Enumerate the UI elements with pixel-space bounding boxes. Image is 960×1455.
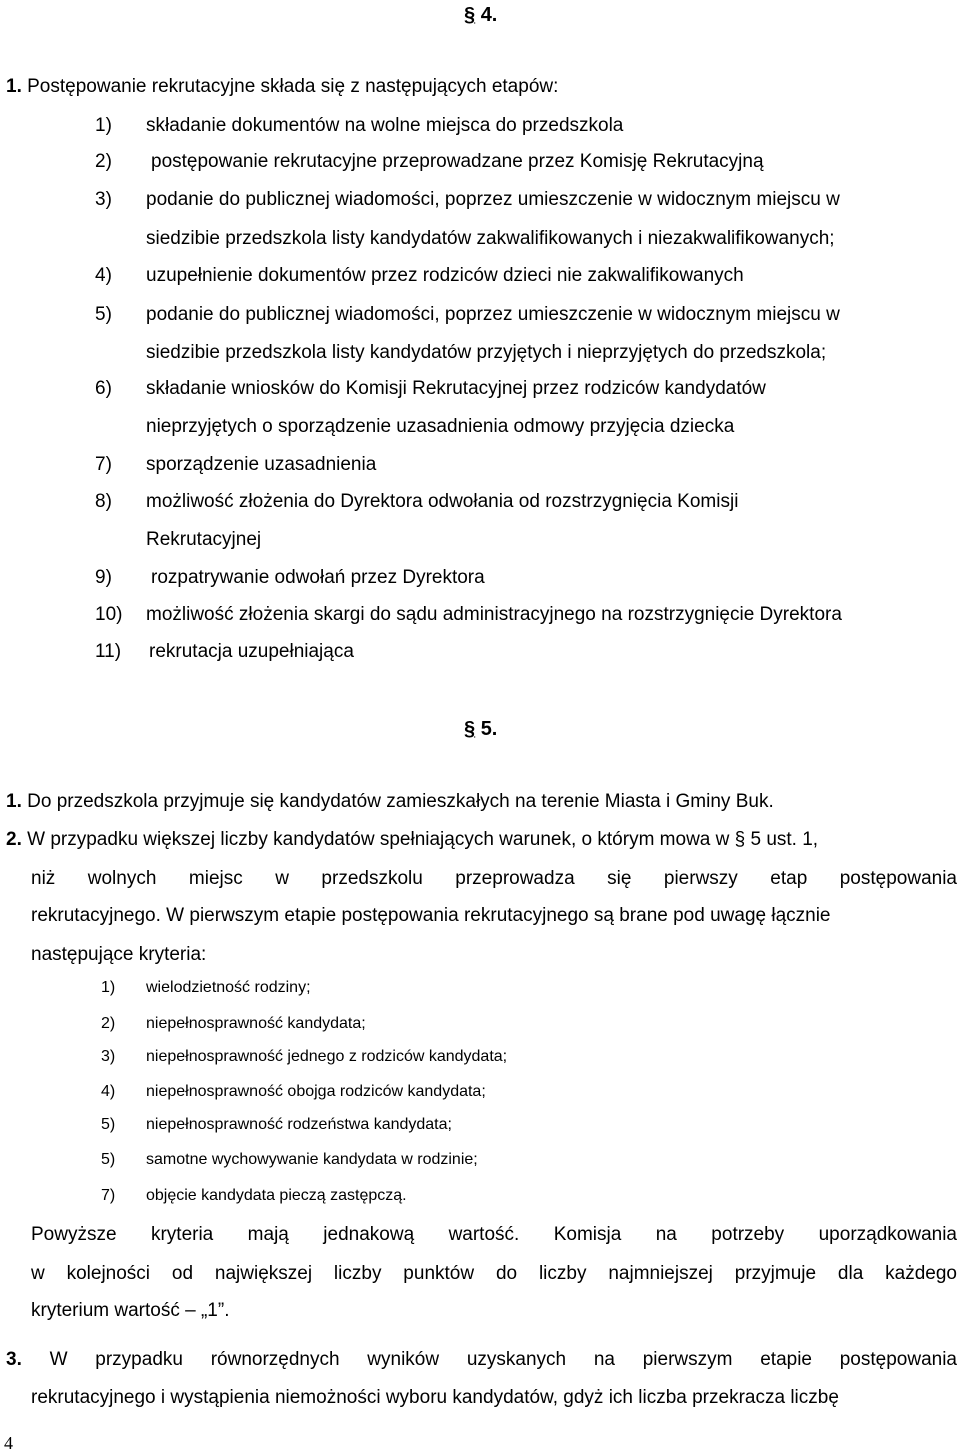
list-item-text: samotne wychowywanie kandydata w rodzinie; [146,1151,478,1168]
list-item-text: rozpatrywanie odwołań przez Dyrektora [151,567,485,588]
list-item-number: 4) [101,1083,116,1100]
section-5-paragraph-2-line-2: niż wolnych miejsc w przedszkolu przeprowadza się pierwszy etap postępowania [31,868,957,889]
list-item-number: 5) [95,304,112,325]
list-item-continuation: Rekrutacyjnej [146,529,262,550]
list-item-text: rekrutacja uzupełniająca [149,641,354,662]
paragraph-number: 1. [6,791,22,812]
list-item-number: 8) [95,491,112,512]
list-item-number: 4) [95,265,112,286]
paragraph-text: W przypadku równorzędnych wyników uzyskanych na pierwszym etapie postępowania [21,1349,957,1370]
paragraph-number: 3. [6,1349,22,1370]
list-item-text: postępowanie rekrutacyjne przeprowadzane przez Komisję Rekrutacyjną [151,151,764,172]
paragraph-number: 2. [6,829,22,850]
list-item-text: niepełnosprawność obojga rodziców kandydata; [146,1083,486,1100]
list-item-text: niepełnosprawność rodzeństwa kandydata; [146,1116,452,1133]
section-4-heading [464,5,497,25]
section-4-intro [6,77,558,96]
list-item-text: możliwość złożenia skargi do sądu administracyjnego na rozstrzygnięcie Dyrektora [146,604,842,625]
list-item-number: 9) [95,567,112,588]
list-item-number: 1) [95,115,112,136]
section-5-paragraph-3-line-2: rekrutacyjnego i wystąpienia niemożności wyboru kandydatów, gdyż ich liczba przekracza liczbę [31,1387,839,1408]
section-5-paragraph-2-line-1 [6,830,818,849]
list-item-number: 1) [101,979,116,996]
list-item-number: 5) [101,1151,116,1168]
list-item-text: składanie wniosków do Komisji Rekrutacyjnej przez rodziców kandydatów [146,378,766,399]
list-item-number: 6) [95,378,112,399]
list-item-number: 2) [95,151,112,172]
paragraph-text: W przypadku większej liczby kandydatów spełniających warunek, o którym mowa w § 5 ust. 1, [21,829,819,850]
list-item-number: 11) [95,641,122,662]
list-item-text: sporządzenie uzasadnienia [146,454,377,475]
list-item-continuation: siedzibie przedszkola listy kandydatów przyjętych i nieprzyjętych do przedszkola; [146,342,827,363]
list-item-number: 5) [101,1116,116,1133]
paragraph-number: 1. [6,76,22,97]
section-symbol: § [464,718,476,740]
section-5-paragraph-2b-line-2: w kolejności od największej liczby punktów do liczby najmniejszej przyjmuje dla każdego [31,1263,957,1284]
section-5-paragraph-1 [6,792,774,811]
list-item-number: 7) [101,1187,116,1204]
list-item-text: niepełnosprawność jednego z rodziców kandydata; [146,1048,508,1065]
section-5-paragraph-2b-line-1: Powyższe kryteria mają jednakową wartość. Komisja na potrzeby uporządkowania [31,1224,957,1245]
list-item-text: możliwość złożenia do Dyrektora odwołania od rozstrzygnięcia Komisji [146,491,739,512]
list-item-number: 3) [101,1048,116,1065]
list-item-continuation: nieprzyjętych o sporządzenie uzasadnienia odmowy przyjęcia dziecka [146,416,735,437]
list-item-text: niepełnosprawność kandydata; [146,1015,366,1032]
paragraph-text: Do przedszkola przyjmuje się kandydatów zamieszkałych na terenie Miasta i Gminy Buk. [21,791,774,812]
section-number: 5. [480,718,498,740]
list-item-number: 10) [95,604,123,625]
list-item-number: 7) [95,454,112,475]
list-item-text: podanie do publicznej wiadomości, poprzez umieszczenie w widocznym miejscu w [146,304,840,325]
section-5-paragraph-3-line-1 [6,1350,957,1369]
page-number: 4 [4,1433,13,1453]
section-number: 4. [480,4,498,26]
list-item-text: składanie dokumentów na wolne miejsca do przedszkola [146,115,624,136]
section-5-paragraph-2-line-3: rekrutacyjnego. W pierwszym etapie postępowania rekrutacyjnego są brane pod uwagę łącznie [31,905,831,926]
section-5-paragraph-2-line-4: następujące kryteria: [31,944,207,965]
section-5-paragraph-2b-line-3: kryterium wartość – „1”. [31,1300,230,1321]
paragraph-text: Postępowanie rekrutacyjne składa się z następujących etapów: [21,76,559,97]
list-item-continuation: siedzibie przedszkola listy kandydatów zakwalifikowanych i niezakwalifikowanych; [146,228,835,249]
list-item-number: 2) [101,1015,116,1032]
list-item-number: 3) [95,189,112,210]
section-symbol: § [464,4,476,26]
list-item-text: objęcie kandydata pieczą zastępczą. [146,1187,407,1204]
list-item-text: podanie do publicznej wiadomości, poprzez umieszczenie w widocznym miejscu w [146,189,840,210]
section-5-heading [464,719,497,739]
list-item-text: uzupełnienie dokumentów przez rodziców dzieci nie zakwalifikowanych [146,265,744,286]
list-item-text: wielodzietność rodziny; [146,979,311,996]
